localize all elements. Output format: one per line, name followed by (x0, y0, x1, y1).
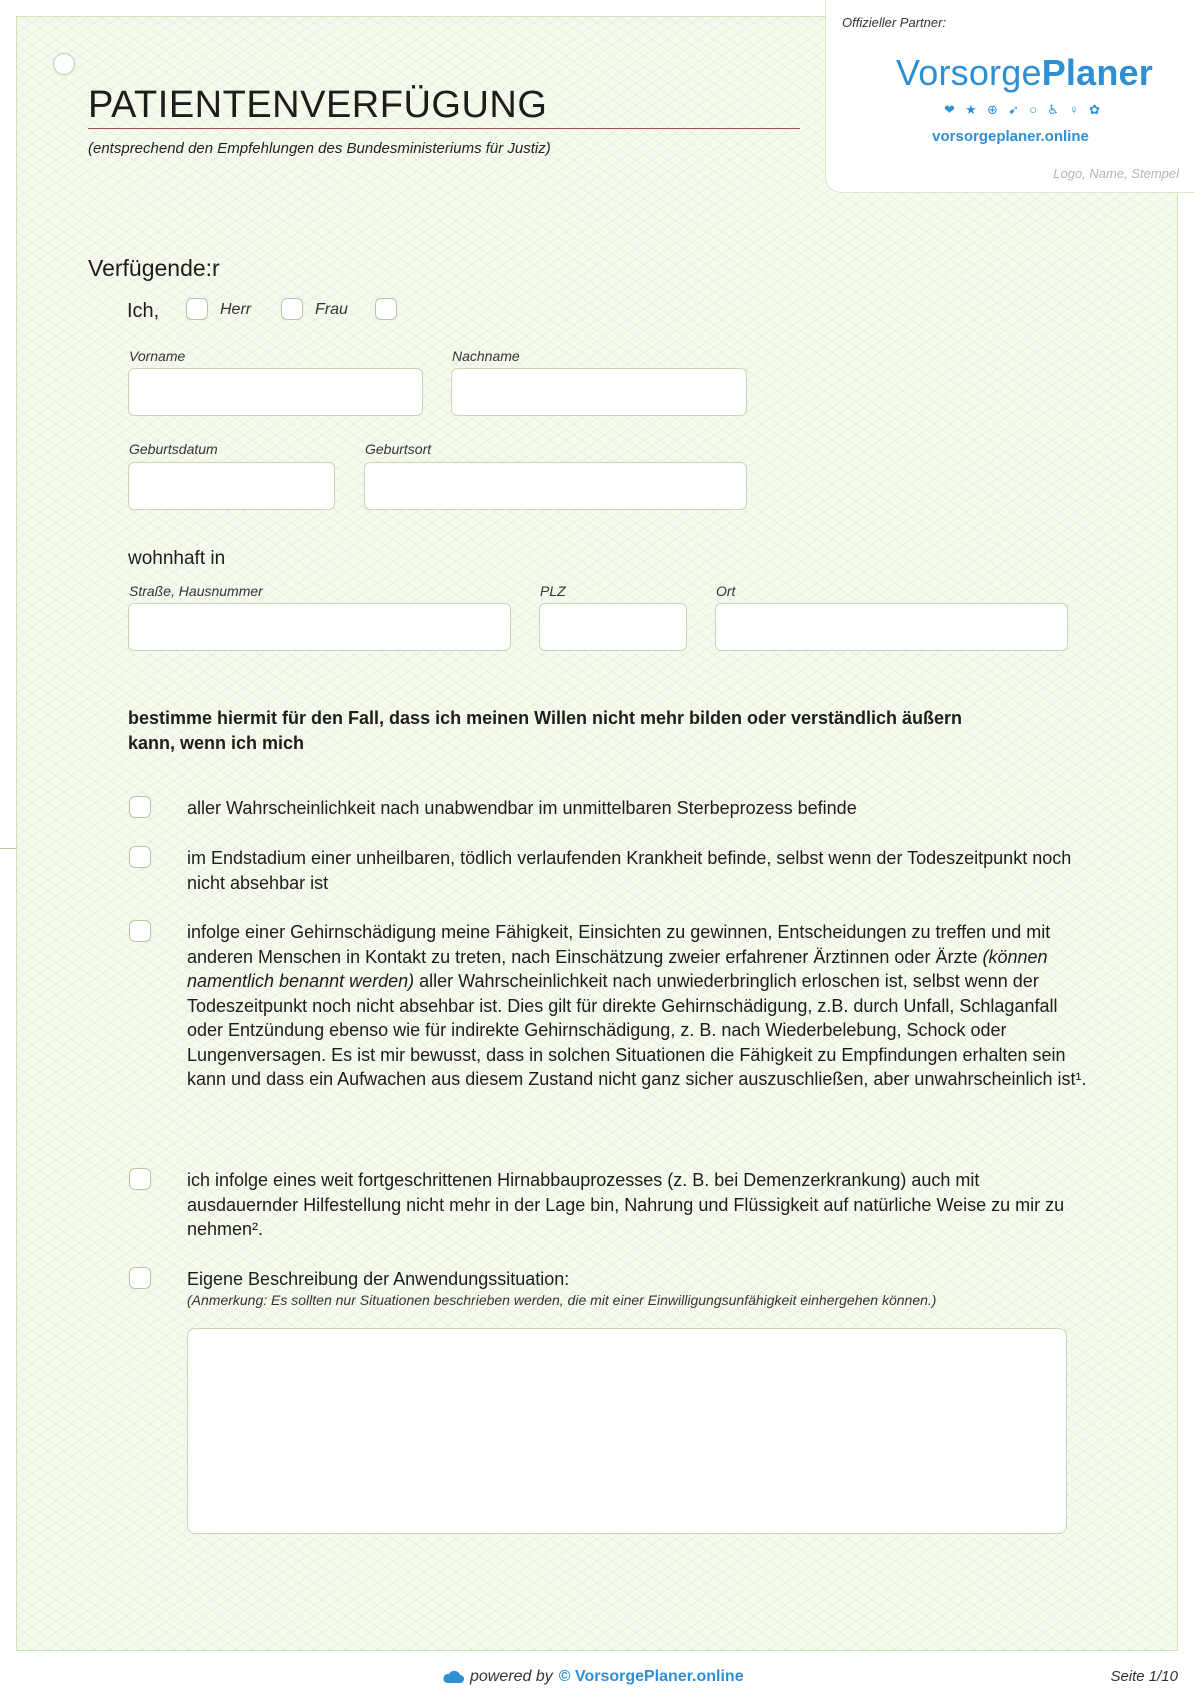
option-sterbeprozess: aller Wahrscheinlichkeit nach unabwendbar im unmittelbaren Sterbeprozess befinde (187, 798, 857, 818)
ort-input[interactable] (715, 603, 1068, 651)
option-gehirnschaedigung-part1: infolge einer Gehirnschädigung meine Fähigkeit, Einsichten zu gewinnen, Entscheidungen zu treffen und mit anderen Menschen in Kontakt zu treten, nach Einschätzung zweier erfahrener Ärztinnen oder Ärzte (187, 922, 1051, 967)
checkbox-gehirnschaedigung[interactable] (129, 920, 151, 942)
section-heading-verfuegender: Verfügende:r (88, 255, 220, 281)
label-geburtsdatum: Geburtsdatum (129, 441, 218, 457)
punch-hole-icon (53, 53, 75, 75)
globe-icon: ⊕ (986, 102, 998, 117)
checkbox-frau[interactable] (281, 298, 303, 320)
checkbox-herr[interactable] (186, 298, 208, 320)
logo-icon-row (944, 102, 1100, 118)
bird-icon: ➹ (1008, 102, 1019, 117)
title-divider (88, 128, 800, 129)
wheelchair-icon: ♿ (1047, 102, 1059, 117)
ich-label: Ich, (127, 300, 160, 322)
page-number: Seite 1/10 (1110, 1668, 1178, 1685)
option-gehirnschaedigung-italic: (können namentlich benannt werden) (187, 946, 1048, 991)
label-nachname: Nachname (452, 348, 520, 364)
logo-text-first: Vorsorge (896, 52, 1042, 93)
own-description-textarea[interactable] (187, 1328, 1067, 1534)
option-eigene-beschreibung: Eigene Beschreibung der Anwendungssituation: (187, 1269, 570, 1289)
label-herr: Herr (220, 301, 252, 318)
address-heading: wohnhaft in (128, 548, 226, 569)
document-title: PATIENTENVERFÜGUNG (88, 84, 548, 126)
footer (0, 1664, 1194, 1692)
checkbox-divers[interactable] (375, 298, 397, 320)
logo-text-second: Planer (1041, 52, 1153, 93)
powered-by-text: powered by (470, 1668, 553, 1685)
nachname-input[interactable] (451, 368, 747, 416)
label-geburtsort: Geburtsort (365, 441, 432, 457)
star-icon: ★ (965, 102, 977, 117)
checkbox-sterbeprozess[interactable] (129, 796, 151, 818)
label-plz: PLZ (540, 583, 566, 599)
footer-brand-link[interactable]: © VorsorgePlaner.online (558, 1668, 744, 1685)
label-frau: Frau (315, 301, 348, 318)
heart-icon: ❤ (944, 102, 955, 117)
checkbox-hirnabbau[interactable] (129, 1168, 151, 1190)
stamp-hint: Logo, Name, Stempel (1053, 166, 1179, 181)
document-subtitle: (entsprechend den Empfehlungen des Bundesministeriums für Justiz) (88, 140, 551, 157)
label-ort: Ort (716, 583, 736, 599)
powered-by (442, 1668, 744, 1686)
option-endstadium: im Endstadium einer unheilbaren, tödlich verlaufenden Krankheit befinde, selbst wenn der Todeszeitpunkt noch nicht absehbar ist (187, 848, 1072, 893)
option-gehirnschaedigung-part2: aller Wahrscheinlichkeit nach unwiederbringlich erloschen ist, selbst wenn der Todeszeitpunkt noch nicht absehbar ist. Dies gilt für direkte Gehirnschädigung, z.B. durch Unfall, Schlaganfall oder Entzündung ebenso wie für indirekte Gehirnschädigung, z. B. nach Wiederbelebung, Schock oder Lungenversagen. Es ist mir bewusst, dass in solchen Situationen die Fähigkeit zu Empfindungen erhalten sein kann und dass ein Aufwachen aus diesem Zustand nicht ganz sicher auszuschließen, aber unwahrscheinlich ist¹. (187, 971, 1087, 1089)
ring-icon: ○ (1029, 102, 1038, 117)
partner-url: vorsorgeplaner.online (932, 128, 1089, 145)
checkbox-eigene-beschreibung[interactable] (129, 1267, 151, 1289)
vorsorgeplaner-logo (896, 52, 1153, 94)
geburtsdatum-input[interactable] (128, 462, 335, 510)
plz-input[interactable] (539, 603, 687, 651)
partner-label: Offizieller Partner: (842, 15, 947, 30)
situations-intro: bestimme hiermit für den Fall, dass ich meinen Willen nicht mehr bilden oder verständlich äußern kann, wenn ich mich (128, 708, 963, 753)
fold-mark (0, 848, 16, 849)
option-gehirnschaedigung (187, 920, 1087, 1092)
cloud-icon (442, 1670, 464, 1684)
note-text: (Anmerkung: Es sollten nur Situationen beschrieben werden, die mit einer Einwilligungsunfähigkeit einhergehen können.) (187, 1292, 937, 1308)
geburtsort-input[interactable] (364, 462, 747, 510)
flower-icon: ✿ (1089, 102, 1100, 117)
strasse-input[interactable] (128, 603, 511, 651)
checkbox-endstadium[interactable] (129, 846, 151, 868)
partner-box (825, 0, 1194, 193)
label-vorname: Vorname (129, 348, 186, 364)
female-icon: ♀ (1069, 102, 1079, 117)
label-strasse: Straße, Hausnummer (129, 583, 263, 599)
option-hirnabbau: ich infolge eines weit fortgeschrittenen Hirnabbauprozesses (z. B. bei Demenzerkrankung) auch mit ausdauernder Hilfestellung nicht mehr in der Lage bin, Nahrung und Flüssigkeit auf natürliche Weise zu mir zu nehmen². (187, 1170, 1065, 1239)
vorname-input[interactable] (128, 368, 423, 416)
